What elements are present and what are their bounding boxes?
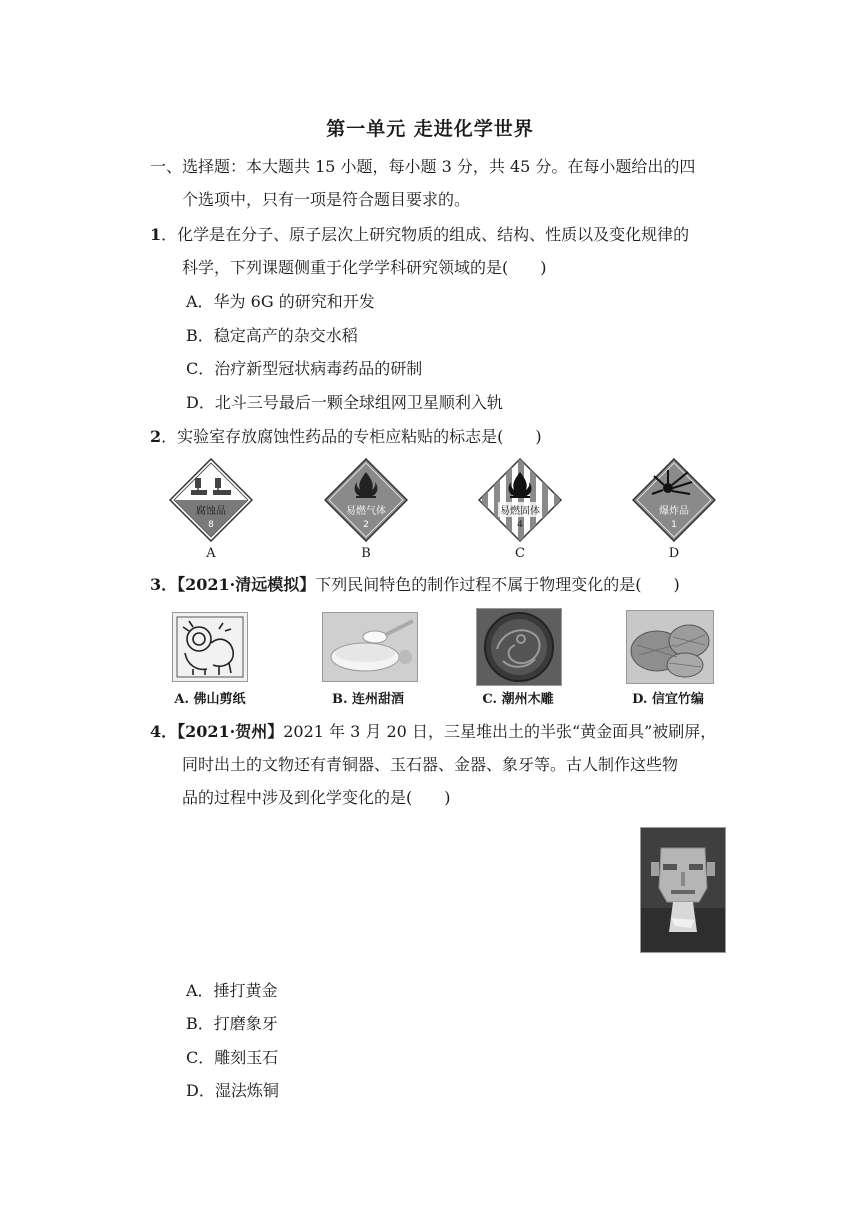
sign-letter-d: D bbox=[668, 546, 680, 561]
question-text: ．实验室存放腐蚀性药品的专柜应粘贴的标志是( ) bbox=[161, 427, 542, 446]
question-number: 2 bbox=[150, 427, 162, 446]
wood-carving-photo[interactable] bbox=[476, 608, 562, 686]
question-4-option-b[interactable]: B．打磨象牙 bbox=[186, 1014, 278, 1033]
question-4-line-3: 品的过程中涉及到化学变化的是( ) bbox=[182, 788, 451, 807]
bronze-mask-icon bbox=[641, 828, 725, 952]
caption-b: B. 连州甜酒 bbox=[331, 692, 405, 707]
sign-number: 4 bbox=[517, 520, 523, 530]
question-text: ．化学是在分子、原子层次上研究物质的组成、结构、性质以及变化规律的 bbox=[161, 225, 690, 244]
question-source: ．【2021·贺州】 bbox=[161, 722, 284, 741]
gold-mask-photo[interactable] bbox=[640, 827, 726, 953]
question-4-option-a[interactable]: A．捶打黄金 bbox=[186, 981, 278, 1000]
sign-letter-a: A bbox=[206, 546, 216, 561]
bowl-spoon-icon bbox=[323, 613, 417, 681]
section-header-line-2: 个选项中，只有一项是符合题目要求的。 bbox=[182, 190, 471, 209]
corrosive-sign[interactable] bbox=[169, 458, 253, 542]
question-1-line-1 bbox=[150, 224, 689, 246]
question-number: 3 bbox=[150, 575, 162, 594]
question-4-line-2: 同时出土的文物还有青铜器、玉石器、金器、象牙等。古人制作这些物 bbox=[182, 755, 679, 774]
sign-label: 易燃气体 bbox=[346, 506, 386, 517]
sign-label: 易燃固体 bbox=[498, 502, 542, 517]
question-4-line-1 bbox=[150, 721, 716, 743]
sign-label: 爆炸品 bbox=[659, 506, 689, 517]
paper-cutting-icon bbox=[173, 613, 247, 681]
question-2-line bbox=[150, 426, 542, 448]
question-number: 1 bbox=[150, 225, 162, 244]
question-1-option-a[interactable]: A．华为 6G 的研究和开发 bbox=[186, 292, 375, 311]
caption-d: D. 信宜竹编 bbox=[632, 692, 704, 707]
question-1-option-d[interactable]: D．北斗三号最后一颗全球组网卫星顺利入轨 bbox=[186, 393, 503, 412]
question-number: 4 bbox=[150, 722, 162, 741]
explosive-sign[interactable] bbox=[632, 458, 716, 542]
flammable-solid-sign[interactable] bbox=[478, 458, 562, 542]
bamboo-basket-icon bbox=[627, 611, 713, 683]
question-4-option-c[interactable]: C．雕刻玉石 bbox=[186, 1048, 279, 1067]
caption-c: C. 潮州木雕 bbox=[482, 692, 554, 707]
sign-number: 1 bbox=[671, 520, 677, 530]
question-text: 2021 年 3 月 20 日，三星堆出土的半张“黄金面具”被刷屏， bbox=[283, 722, 717, 741]
sign-number: 2 bbox=[363, 520, 369, 530]
flammable-gas-sign[interactable] bbox=[324, 458, 408, 542]
question-source: ．【2021·清远模拟】 bbox=[161, 575, 316, 594]
question-1-option-b[interactable]: B．稳定高产的杂交水稻 bbox=[186, 326, 358, 345]
question-1-option-c[interactable]: C．治疗新型冠状病毒药品的研制 bbox=[186, 359, 423, 378]
sign-letter-c: C bbox=[515, 546, 525, 561]
sign-label: 腐蚀品 bbox=[196, 506, 226, 517]
sweet-wine-photo[interactable] bbox=[322, 612, 418, 682]
caption-a: A. 佛山剪纸 bbox=[174, 692, 246, 707]
sign-number: 8 bbox=[208, 520, 214, 530]
bamboo-weaving-photo[interactable] bbox=[626, 610, 714, 684]
question-1-line-2: 科学，下列课题侧重于化学学科研究领域的是( ) bbox=[182, 258, 547, 277]
sign-letter-b: B bbox=[361, 546, 371, 561]
question-text: 下列民间特色的制作过程不属于物理变化的是( ) bbox=[315, 575, 680, 594]
question-3-line bbox=[150, 574, 680, 596]
question-4-option-d[interactable]: D．湿法炼铜 bbox=[186, 1081, 279, 1100]
dragon-carving-icon bbox=[477, 609, 561, 685]
paper-cutting-photo[interactable] bbox=[172, 612, 248, 682]
page-title: 第一单元 走进化学世界 bbox=[326, 118, 534, 140]
section-header-line-1: 一、选择题：本大题共 15 小题，每小题 3 分，共 45 分。在每小题给出的四 bbox=[150, 157, 696, 176]
